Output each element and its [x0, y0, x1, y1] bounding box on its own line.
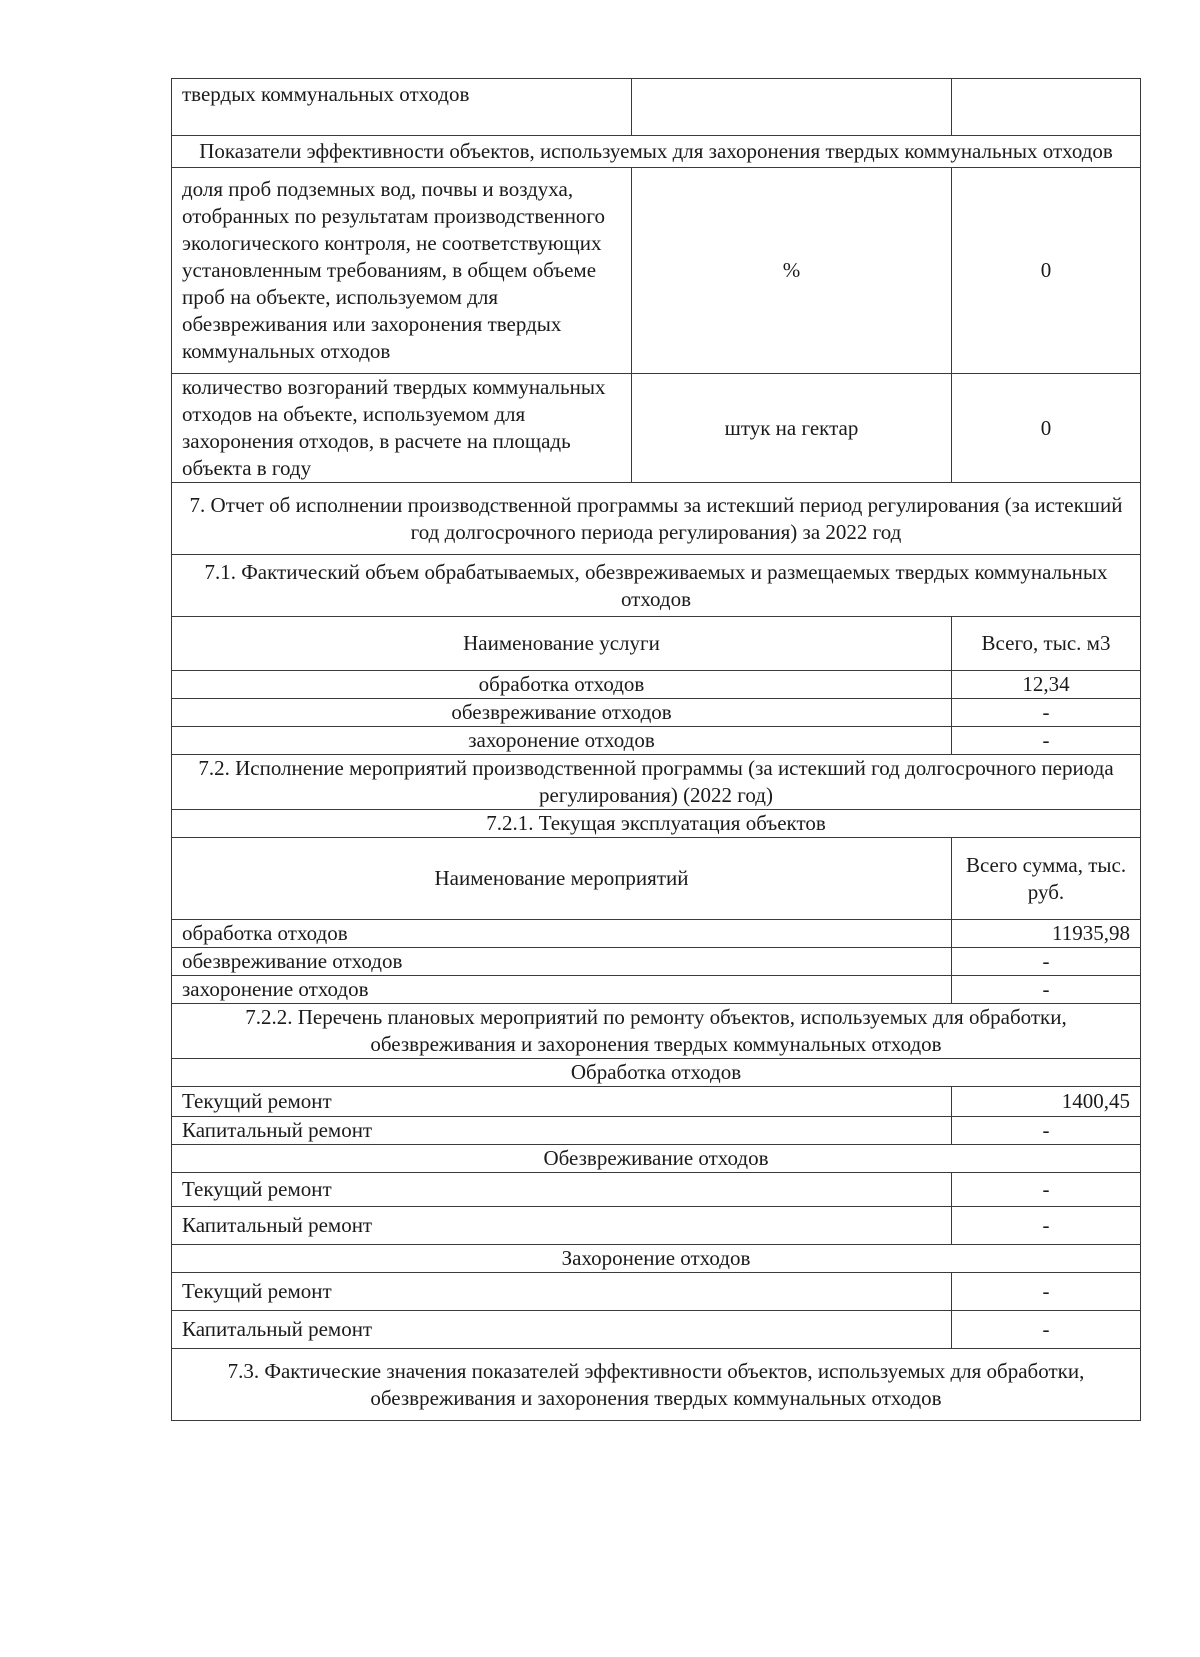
section-7-2-title: 7.2. Исполнение мероприятий производственной программы (за истекший год долгосрочного периода регулирования) (2022 год) — [172, 755, 1141, 810]
table-row — [172, 374, 1141, 483]
table-row — [172, 976, 1141, 1004]
repair-value: - — [952, 1273, 1141, 1311]
table-row — [172, 1117, 1141, 1145]
activity-value: - — [952, 976, 1141, 1004]
efficiency-header: Показатели эффективности объектов, используемых для захоронения твердых коммунальных отходов — [172, 136, 1141, 168]
top-row-text: твердых коммунальных отходов — [172, 79, 632, 136]
group-title: Обезвреживание отходов — [172, 1145, 1141, 1173]
table-row — [172, 1349, 1141, 1421]
service-value: 12,34 — [952, 671, 1141, 699]
repair-value: - — [952, 1311, 1141, 1349]
indicator-value: 0 — [952, 374, 1141, 483]
repair-value: - — [952, 1173, 1141, 1207]
activity-value: 11935,98 — [952, 920, 1141, 948]
group-title: Обработка отходов — [172, 1059, 1141, 1087]
table-row — [172, 136, 1141, 168]
table-row — [172, 168, 1141, 374]
section-7-2-1-title: 7.2.1. Текущая эксплуатация объектов — [172, 810, 1141, 838]
table-row — [172, 1273, 1141, 1311]
document-page — [171, 78, 1140, 1421]
group-title: Захоронение отходов — [172, 1245, 1141, 1273]
indicator-name: доля проб подземных вод, почвы и воздуха, отобранных по результатам производственного экологического контроля, не соответствующих установленным требованиям, в общем объеме проб на объекте, используемом для обезвреживания или захоронения твердых коммунальных отходов — [172, 168, 632, 374]
repair-name: Капитальный ремонт — [172, 1207, 952, 1245]
report-table — [171, 78, 1141, 1421]
table-row — [172, 920, 1141, 948]
repair-name: Капитальный ремонт — [172, 1311, 952, 1349]
table-row — [172, 838, 1141, 920]
repair-name: Текущий ремонт — [172, 1273, 952, 1311]
service-name: захоронение отходов — [172, 727, 952, 755]
table-row — [172, 79, 1141, 136]
service-value: - — [952, 699, 1141, 727]
column-header-service: Наименование услуги — [172, 617, 952, 671]
table-row — [172, 1004, 1141, 1059]
activity-name: обработка отходов — [172, 920, 952, 948]
column-header-sum: Всего сумма, тыс. руб. — [952, 838, 1141, 920]
table-row — [172, 810, 1141, 838]
table-row — [172, 1207, 1141, 1245]
repair-value: - — [952, 1207, 1141, 1245]
service-name: обработка отходов — [172, 671, 952, 699]
activity-name: захоронение отходов — [172, 976, 952, 1004]
table-row — [172, 1145, 1141, 1173]
table-row — [172, 1245, 1141, 1273]
indicator-value: 0 — [952, 168, 1141, 374]
table-row — [172, 1087, 1141, 1117]
activity-name: обезвреживание отходов — [172, 948, 952, 976]
repair-name: Текущий ремонт — [172, 1173, 952, 1207]
table-row — [172, 555, 1141, 617]
table-row — [172, 1311, 1141, 1349]
column-header-total: Всего, тыс. м3 — [952, 617, 1141, 671]
table-row — [172, 727, 1141, 755]
table-row — [172, 671, 1141, 699]
table-row — [172, 617, 1141, 671]
section-7-2-2-title: 7.2.2. Перечень плановых мероприятий по ремонту объектов, используемых для обработки, обезвреживания и захоронения твердых коммунальных отходов — [172, 1004, 1141, 1059]
table-row — [172, 483, 1141, 555]
table-row — [172, 1173, 1141, 1207]
repair-value: - — [952, 1117, 1141, 1145]
top-row-empty-cell — [952, 79, 1141, 136]
service-name: обезвреживание отходов — [172, 699, 952, 727]
table-row — [172, 755, 1141, 810]
section-7-1-title: 7.1. Фактический объем обрабатываемых, обезвреживаемых и размещаемых твердых коммунальных отходов — [172, 555, 1141, 617]
column-header-activity: Наименование мероприятий — [172, 838, 952, 920]
section-7-title: 7. Отчет об исполнении производственной программы за истекший период регулирования (за истекший год долгосрочного периода регулирования) за 2022 год — [172, 483, 1141, 555]
section-7-3-title: 7.3. Фактические значения показателей эффективности объектов, используемых для обработки, обезвреживания и захоронения твердых коммунальных отходов — [172, 1349, 1141, 1421]
repair-value: 1400,45 — [952, 1087, 1141, 1117]
table-row — [172, 948, 1141, 976]
table-row — [172, 699, 1141, 727]
table-row — [172, 1059, 1141, 1087]
top-row-empty-cell — [632, 79, 952, 136]
indicator-unit: % — [632, 168, 952, 374]
activity-value: - — [952, 948, 1141, 976]
indicator-unit: штук на гектар — [632, 374, 952, 483]
indicator-name: количество возгораний твердых коммунальных отходов на объекте, используемом для захоронения отходов, в расчете на площадь объекта в году — [172, 374, 632, 483]
repair-name: Капитальный ремонт — [172, 1117, 952, 1145]
repair-name: Текущий ремонт — [172, 1087, 952, 1117]
service-value: - — [952, 727, 1141, 755]
